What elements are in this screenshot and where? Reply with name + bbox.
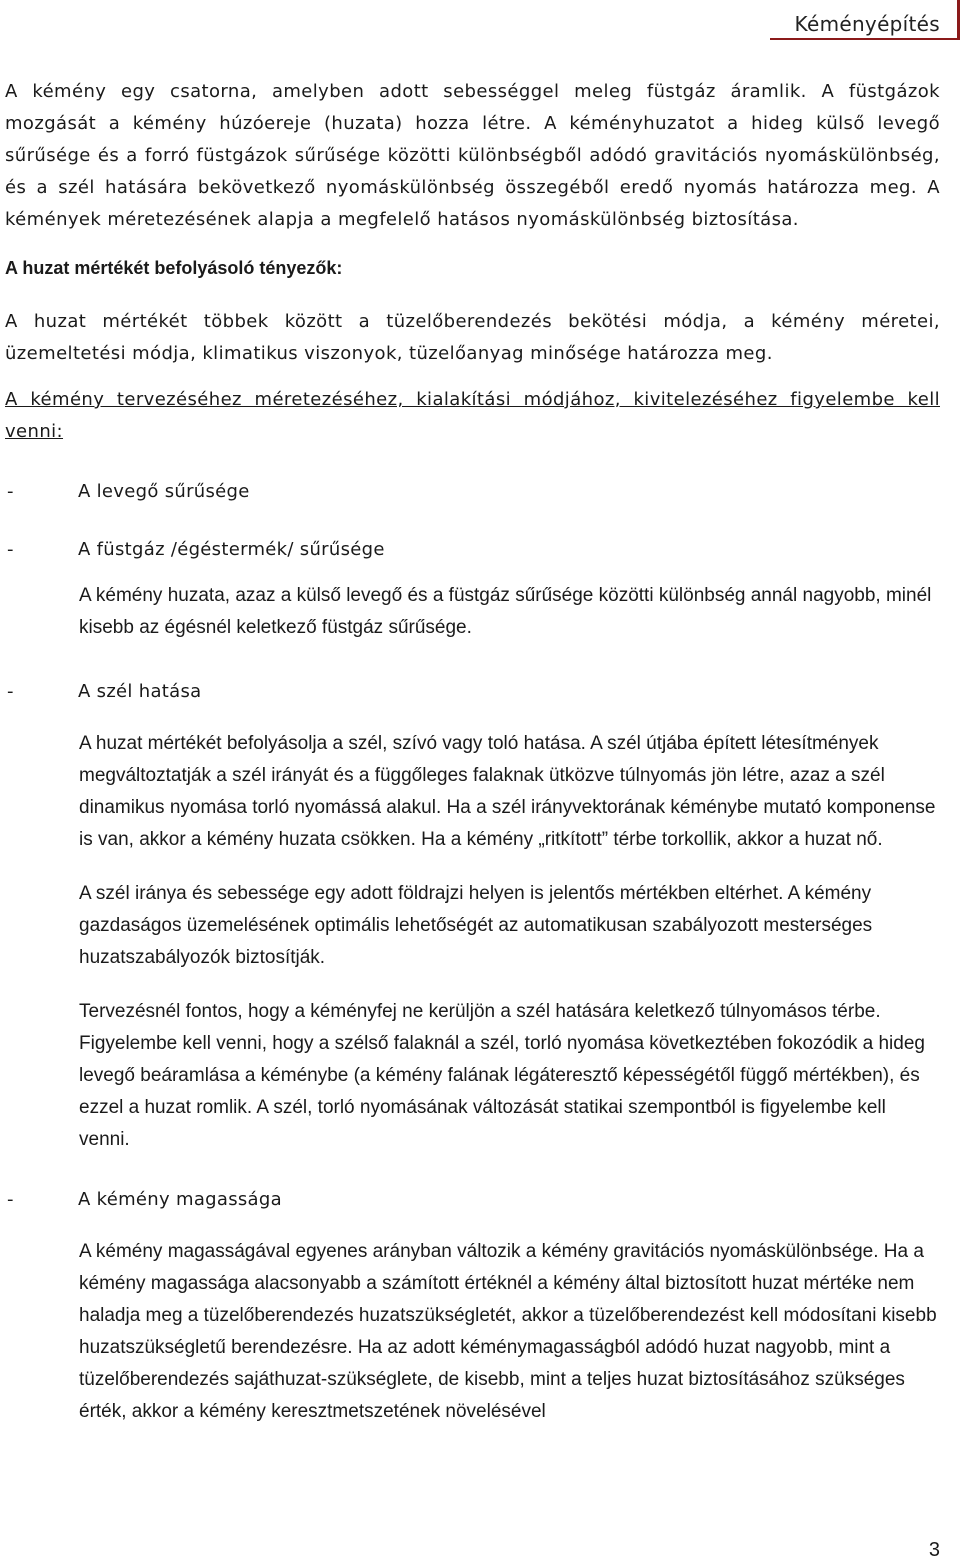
section-heading: A huzat mértékét befolyásoló tényezők:: [5, 258, 343, 278]
list-dash: -: [7, 1189, 14, 1210]
page-body: [5, 76, 940, 1428]
list-item-label: A levegő sűrűsége: [78, 481, 250, 502]
list-dash: -: [7, 481, 14, 502]
wind-paragraph-1: A huzat mértékét befolyásolja a szél, szívó vagy toló hatása. A szél útjába épített létesítmények megváltoztatják a szél irányát és a függőleges falaknak ütközve túlnyomás jön létre, azaz a szél dinamikus nyomása torló nyomássá alakul. Ha a szél irányvektorának kéménybe mutató komponense is van, akkor a kémény huzata csökken. Ha a kémény „ritkított” térbe torkollik, akkor a huzat nő.: [79, 733, 936, 850]
list-item-label: A füstgáz /égéstermék/ sűrűsége: [78, 539, 385, 560]
list-item-air-density: [5, 478, 940, 506]
intro-paragraph: A kémény egy csatorna, amelyben adott sebességgel meleg füstgáz áramlik. A füstgázok mozgását a kémény húzóereje (huzata) hozza létre. A kéményhuzatot a hideg külső levegő sűrűsége és a forró füstgázok sűrűsége közötti különbségből adódó gravitációs nyomáskülönbség, és a szél hatására bekövetkező nyomáskülönbség összegéből eredő nyomás határozza meg. A kémények méretezésének alapja a megfelelő hatásos nyomáskülönbség biztosítása.: [5, 81, 940, 230]
height-paragraph: A kémény magasságával egyenes arányban változik a kémény gravitációs nyomáskülönbsége. Ha a kémény magassága alacsonyabb a számított értéknél a kémény által biztosított huzat mértéke nem haladja meg a tüzelőberendezés huzatszükségletét, akkor a tüzelőberendezést kell módosítani kisebb huzatszükségletű berendezésre. Ha az adott kéménymagasságból adódó huzat nagyobb, mint a tüzelőberendezés sajáthuzat-szükséglete, de kisebb, mint a teljes huzat biztosításához szükséges érték, akkor a kémény keresztmetszetének növelésével: [79, 1241, 937, 1422]
density-paragraph: A kémény huzata, azaz a külső levegő és a füstgáz sűrűsége közötti különbség annál nagyobb, minél kisebb az égésnél keletkező füstgáz sűrűsége.: [79, 585, 932, 638]
consider-heading: A kémény tervezéséhez méretezéséhez, kialakítási módjához, kivitelezéséhez figyelembe kell venni:: [5, 389, 940, 442]
wind-paragraph-3: Tervezésnél fontos, hogy a kéményfej ne kerüljön a szél hatására keletkező túlnyomásos térbe. Figyelembe kell venni, hogy a szélső falaknál a szél, torló nyomása következtében fokozódik a hideg levegő beáramlása a kéménybe (a kémény falának légáteresztő képességétől függő mértékben), és ezzel a huzat romlik. A szél, torló nyomásának változását statikai szempontból is figyelembe kell venni.: [79, 1001, 925, 1150]
wind-paragraph-2: A szél iránya és sebessége egy adott földrajzi helyen is jelentős mértékben eltérhet. A kémény gazdaságos üzemelésének optimális lehetőségét az automatikusan szabályozott mesterséges huzatszabályozók biztosítják.: [79, 883, 873, 968]
list-item-label: A kémény magassága: [78, 1189, 282, 1210]
factors-paragraph: A huzat mértékét többek között a tüzelőberendezés bekötési módja, a kémény méretei, üzemeltetési módja, klimatikus viszonyok, tüzelőanyag minősége határozza meg.: [5, 311, 940, 364]
list-dash: -: [7, 681, 14, 702]
list-item-label: A szél hatása: [78, 681, 202, 702]
list-item-wind: [5, 678, 940, 706]
list-dash: -: [7, 539, 14, 560]
list-item-flue-gas-density: [5, 536, 940, 564]
list-item-height: [5, 1186, 940, 1214]
page-number: 3: [928, 1539, 940, 1561]
running-header: Kéményépítés: [794, 12, 940, 36]
